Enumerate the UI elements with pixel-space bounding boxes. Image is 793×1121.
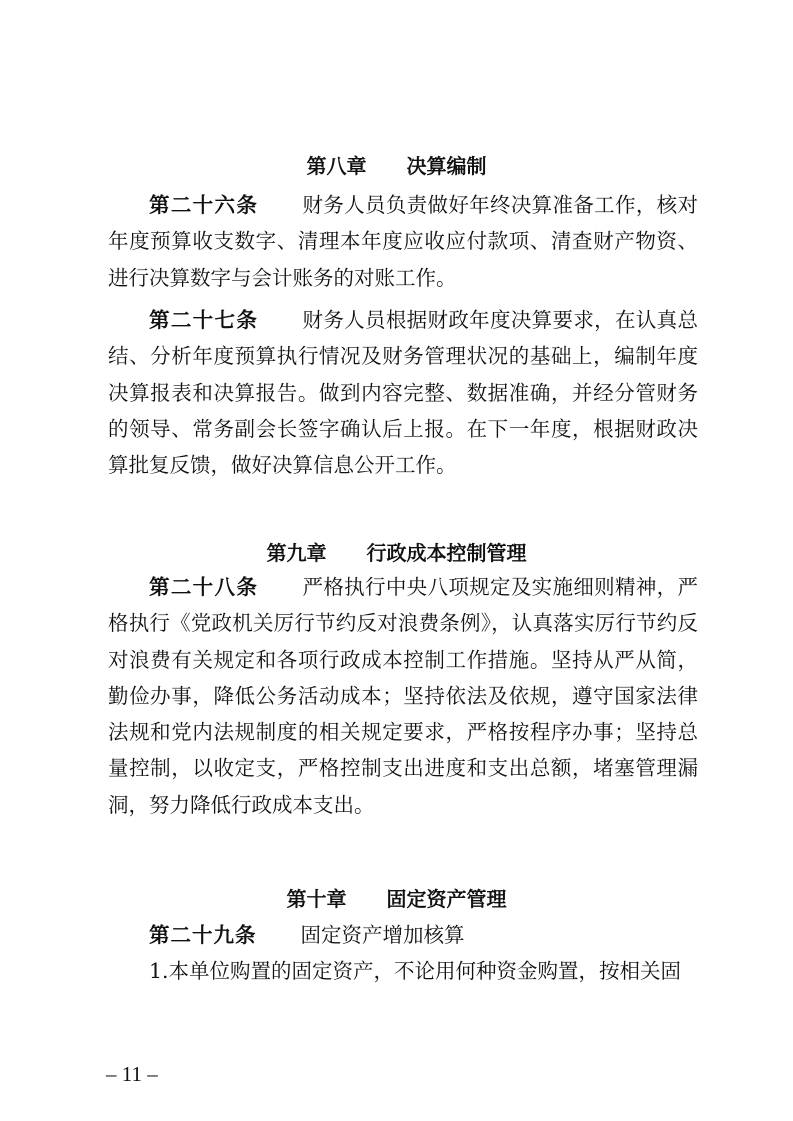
chapter-heading: 第八章 决算编制 bbox=[306, 154, 487, 178]
chapter-heading: 第九章 行政成本控制管理 bbox=[266, 541, 527, 565]
article-paragraph bbox=[108, 917, 698, 953]
body-paragraph: 1.本单位购置的固定资产，不论用何种资金购置，按相关固 bbox=[149, 959, 682, 983]
article-number: 第二十九条 bbox=[149, 923, 257, 947]
article-paragraph bbox=[108, 187, 698, 296]
article-paragraph bbox=[108, 302, 698, 483]
article-text: 财务人员负责做好年终决算准备工作，核对年度预算收支数字、清理本年度应收应付款项、清查财产物资、进行决算数字与会计账务的对账工作。 bbox=[108, 193, 699, 290]
article-paragraph bbox=[108, 569, 698, 823]
article-number: 第二十八条 bbox=[149, 575, 259, 599]
article-text: 严格执行中央八项规定及实施细则精神，严格执行《党政机关厉行节约反对浪费条例》，认真落实厉行节约反对浪费有关规定和各项行政成本控制工作措施。坚持从严从简，勤俭办事，降低公务活动成本；坚持依法及依规，遵守国家法律法规和党内法规制度的相关规定要求，严格按程序办事；坚持总量控制，以收定支，严格控制支出进度和支出总额，堵塞管理漏洞，努力降低行政成本支出。 bbox=[108, 575, 699, 817]
article-text: 固定资产增加核算 bbox=[300, 923, 465, 947]
article-text: 财务人员根据财政年度决算要求，在认真总结、分析年度预算执行情况及财务管理状况的基础上，编制年度决算报表和决算报告。做到内容完整、数据准确，并经分管财务的领导、常务副会长签字确认后上报。在下一年度，根据财政决算批复反馈，做好决算信息公开工作。 bbox=[108, 308, 699, 478]
page-number: – 11 – bbox=[106, 1062, 158, 1086]
chapter-heading: 第十章 固定资产管理 bbox=[286, 887, 507, 911]
article-number: 第二十七条 bbox=[149, 308, 259, 332]
article-number: 第二十六条 bbox=[149, 193, 259, 217]
